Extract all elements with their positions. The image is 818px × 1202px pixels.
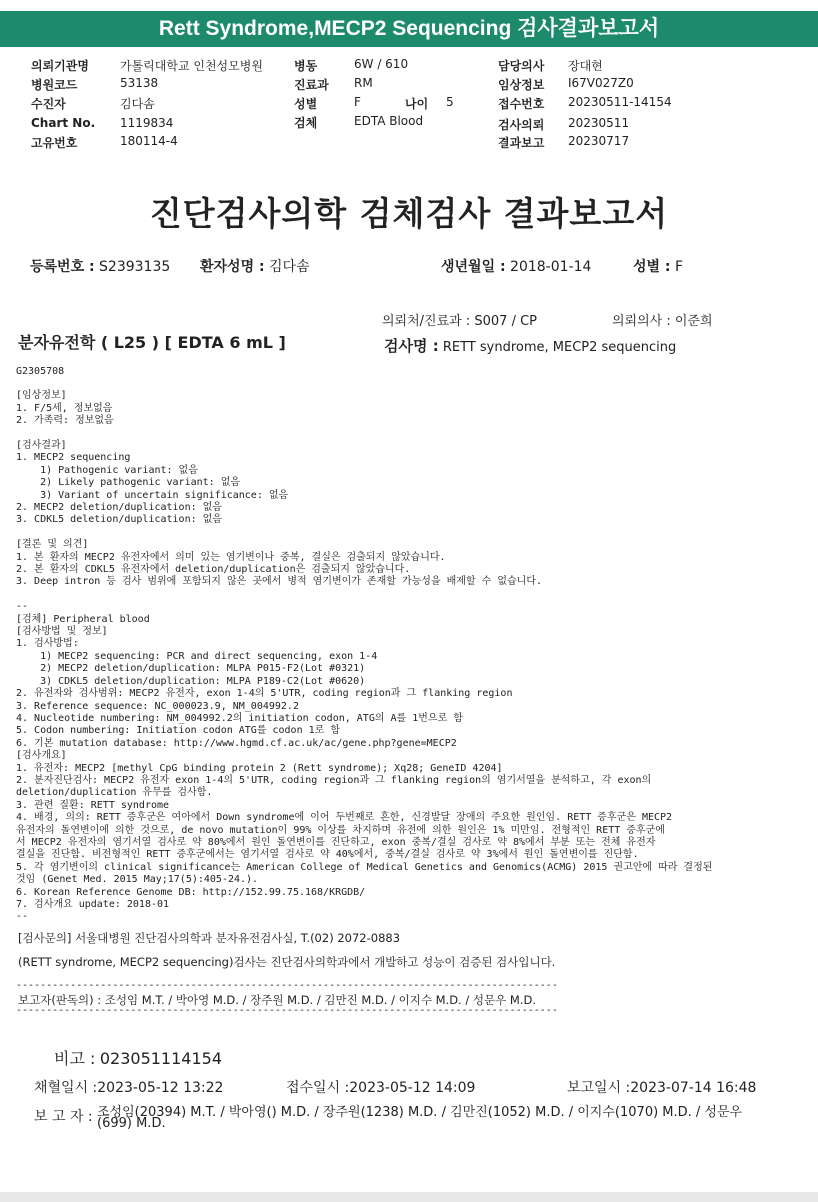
registration-value: S2393135 — [99, 259, 171, 275]
patient-label: 수진자 — [31, 97, 66, 111]
requester-doctor: 의뢰의사 : 이준희 — [612, 314, 713, 329]
inquiry-contact: [검사문의] 서울대병원 진단검사의학과 분자유전검사실, T.(02) 2072-0883 — [18, 931, 401, 945]
body-line — [16, 527, 806, 539]
doctor-value: 장대현 — [568, 59, 603, 73]
clinical-info-value: I67V027Z0 — [568, 76, 634, 90]
patient-name-value: 김다솜 — [269, 259, 310, 275]
page-bottom-bar — [0, 1192, 818, 1202]
body-line: -- — [16, 601, 29, 613]
body-line: 2. MECP2 deletion/duplication: 없음 — [16, 502, 222, 514]
specimen-value: EDTA Blood — [354, 114, 424, 128]
body-line: 3. Reference sequence: NC_000023.9, NM_004992.2 — [16, 700, 299, 712]
patient-value: 김다솜 — [120, 97, 155, 111]
specimen-label: 검체 — [294, 116, 318, 130]
sex-value: F — [354, 95, 361, 109]
body-line: 2) MECP2 deletion/duplication: MLPA P015-F2(Lot #0321) — [16, 663, 366, 675]
body-line: [결론 및 의견] — [16, 539, 89, 551]
body-line: [검사방법 및 정보] — [16, 626, 108, 638]
dash-separator: ------------------------------------------------------------------------------------------ — [16, 980, 558, 991]
unique-no-label: 고유번호 — [31, 136, 78, 150]
dash-separator-2: ------------------------------------------------------------------------------------------ — [16, 1005, 558, 1016]
body-line: 1) Pathogenic variant: 없음 — [16, 464, 198, 476]
report-value: 2023-07-14 16:48 — [630, 1080, 757, 1096]
report-body — [16, 366, 806, 924]
body-line: 4. Nucleotide numbering: NM_004992.2의 initiation codon, ATG의 A를 1번으로 함 — [16, 712, 463, 724]
collection-value: 2023-05-12 13:22 — [97, 1080, 224, 1096]
clinical-info-label: 임상정보 — [498, 78, 545, 92]
body-line: 1. F/5세, 정보없음 — [16, 402, 113, 414]
receipt-no-value: 20230511-14154 — [568, 95, 672, 109]
age-value: 5 — [446, 95, 454, 109]
request-date-value: 20230511 — [568, 116, 630, 130]
body-line: 2. 가족력: 정보없음 — [16, 415, 114, 427]
patient-sex — [633, 256, 683, 276]
hospital-code-value: 53138 — [120, 76, 159, 90]
result-date-value: 20230717 — [568, 134, 630, 148]
result-date-label: 결과보고 — [498, 136, 545, 150]
body-line: [검사개요] — [16, 750, 67, 762]
section-title: 분자유전학 ( L25 ) [ EDTA 6 mL ] — [18, 333, 286, 352]
remark-value: 023051114154 — [99, 1049, 222, 1068]
birth-date-label: 생년월일 : — [441, 259, 506, 275]
remark — [54, 1046, 222, 1069]
body-line — [16, 428, 806, 440]
reporter-value: 조성임(20394) M.T. / 박아영() M.D. / 장주원(1238) M.D. / 김만진(1052) M.D. / 이지수(1070) M.D. / 성문우 — [97, 1105, 743, 1120]
reporters-line: 보고자(판독의) : 조성임 M.T. / 박아영 M.D. / 장주원 M.D. / 김만진 M.D. / 이지수 M.D. / 성문우 M.D. — [18, 993, 536, 1007]
unique-no-value: 180114-4 — [120, 134, 178, 148]
ward-value: 6W / 610 — [354, 57, 409, 71]
collection-time — [34, 1077, 223, 1097]
body-line — [16, 589, 806, 601]
receipt-no-label: 접수번호 — [498, 97, 545, 111]
body-line: 7. 검사개요 update: 2018-01 — [16, 899, 170, 911]
patient-name — [200, 256, 310, 276]
body-line: 1. MECP2 sequencing — [16, 452, 131, 464]
body-line: 2. 분자진단검사: MECP2 유전자 exon 1-4의 5'UTR, coding region과 그 flanking region의 염기서열을 분석하고, 각 exon의 — [16, 774, 652, 786]
body-line: -- — [16, 911, 29, 923]
hospital-label: 의뢰기관명 — [31, 59, 89, 73]
hospital-code-label: 병원코드 — [31, 78, 78, 92]
body-line: [검체] Peripheral blood — [16, 613, 150, 625]
report-body-lines — [16, 390, 806, 923]
body-line: 1. 본 환자의 MECP2 유전자에서 의미 있는 염기변이나 중복, 결실은 검출되지 않았습니다. — [16, 551, 446, 563]
patient-sex-value: F — [674, 259, 684, 275]
registration-label: 등록번호 : — [30, 259, 95, 275]
body-line: deletion/duplication 유무를 검사함. — [16, 787, 213, 799]
patient-sex-label: 성별 : — [633, 259, 671, 275]
ward-label: 병동 — [294, 59, 318, 73]
birth-date-value: 2018-01-14 — [510, 259, 592, 275]
receipt-label: 접수일시 : — [286, 1080, 350, 1096]
collection-label: 채혈일시 : — [34, 1080, 98, 1096]
doctor-label: 담당의사 — [498, 59, 545, 73]
report-label: 보고일시 : — [567, 1080, 631, 1096]
department-value: RM — [354, 76, 373, 90]
body-line: 3. Deep intron 등 검사 범위에 포함되지 않은 곳에서 병적 염기변이가 존재할 가능성을 배제할 수 없습니다. — [16, 576, 542, 588]
body-line: 유전자의 돌연변이에 의한 것으로, de novo mutation이 99% 이상를 차지하며 유전에 의한 원인은 1% 미만임. 전형적인 RETT 증후군에 — [16, 824, 665, 836]
body-line: 6. 기본 mutation database: http://www.hgmd.cf.ac.uk/ac/gene.php?gene=MECP2 — [16, 737, 457, 749]
body-line: 2. 유전자와 검사범위: MECP2 유전자, exon 1-4의 5'UTR, coding region과 그 flanking region — [16, 688, 513, 700]
birth-date — [441, 256, 591, 276]
test-name-value: RETT syndrome, MECP2 sequencing — [442, 340, 677, 355]
body-line: 것임 (Genet Med. 2015 May;17(5):405-24.). — [16, 874, 259, 886]
body-line: 1. 유전자: MECP2 [methyl CpG binding protein 2 (Rett syndrome); Xq28; GeneID 4204] — [16, 762, 503, 774]
chart-no-label: Chart No. — [31, 116, 96, 130]
body-line: [검사결과] — [16, 440, 67, 452]
body-line: 결실을 진단함. 비전형적인 RETT 증후군에서는 염기서열 검사로 약 40%에서, 중복/결실 검사로 약 3%에서 원인 돌연변이를 진단함. — [16, 849, 639, 861]
reporter-label: 보 고 자 : — [34, 1109, 93, 1125]
specimen-id: G2305708 — [16, 366, 65, 377]
validation-note: (RETT syndrome, MECP2 sequencing)검사는 진단검사의학과에서 개발하고 성능이 검증된 검사입니다. — [18, 955, 556, 969]
body-line: 3. CDKL5 deletion/duplication: 없음 — [16, 514, 222, 526]
age-label: 나이 — [405, 97, 429, 111]
report-title: 진단검사의학 검체검사 결과보고서 — [149, 194, 669, 233]
test-name-label: 검사명 : — [384, 337, 439, 355]
body-line: 4. 배경, 의의: RETT 증후군은 여아에서 Down syndrome에 이어 두번째로 흔한, 신경발달 장애의 주요한 원인임. RETT 증후군은 MECP2 — [16, 812, 673, 824]
body-line: 3) CDKL5 deletion/duplication: MLPA P189-C2(Lot #0620) — [16, 675, 366, 687]
reporter-value-2: (699) M.D. — [97, 1116, 166, 1131]
body-line: 3. 관련 질환: RETT syndrome — [16, 799, 170, 811]
body-line: [임상정보] — [16, 390, 67, 402]
chart-no-value: 1119834 — [120, 116, 174, 130]
body-line: 3) Variant of uncertain significance: 없음 — [16, 489, 289, 501]
body-line: 2) Likely pathogenic variant: 없음 — [16, 477, 241, 489]
body-line: 서 MECP2 유전자의 염기서열 검사로 약 80%에서 원인 돌연변이를 진단하고, exon 중복/결실 검사로 약 8%에서 부분 또는 전체 유전자 — [16, 836, 656, 848]
body-line: 5. Codon numbering: Initiation codon ATG를 codon 1로 함 — [16, 725, 340, 737]
remark-label: 비고 : — [54, 1049, 96, 1068]
department-label: 진료과 — [294, 78, 329, 92]
test-name — [384, 335, 676, 356]
hospital-value: 가톨릭대학교 인천성모병원 — [120, 59, 263, 73]
registration-number — [30, 256, 170, 276]
requester-dept: 의뢰처/진료과 : S007 / CP — [382, 314, 537, 329]
report-banner-title: Rett Syndrome,MECP2 Sequencing 검사결과보고서 — [0, 11, 818, 47]
receipt-value: 2023-05-12 14:09 — [349, 1080, 476, 1096]
body-line: 2. 본 환자의 CDKL5 유전자에서 deletion/duplication은 검출되지 않았습니다. — [16, 564, 411, 576]
receipt-time — [286, 1077, 475, 1097]
report-time — [567, 1077, 756, 1097]
sex-label: 성별 — [294, 97, 318, 111]
patient-name-label: 환자성명 : — [200, 259, 265, 275]
body-line: 5. 각 염기변이의 clinical significance는 American College of Medical Genetics and Genomics(ACMG) 2015 권고안에 따라 결정된 — [16, 861, 713, 873]
body-line: 1. 검사방법: — [16, 638, 79, 650]
body-line: 1) MECP2 sequencing: PCR and direct sequencing, exon 1-4 — [16, 650, 378, 662]
body-line: 6. Korean Reference Genome DB: http://152.99.75.168/KRGDB/ — [16, 886, 366, 898]
request-date-label: 검사의뢰 — [498, 118, 545, 132]
